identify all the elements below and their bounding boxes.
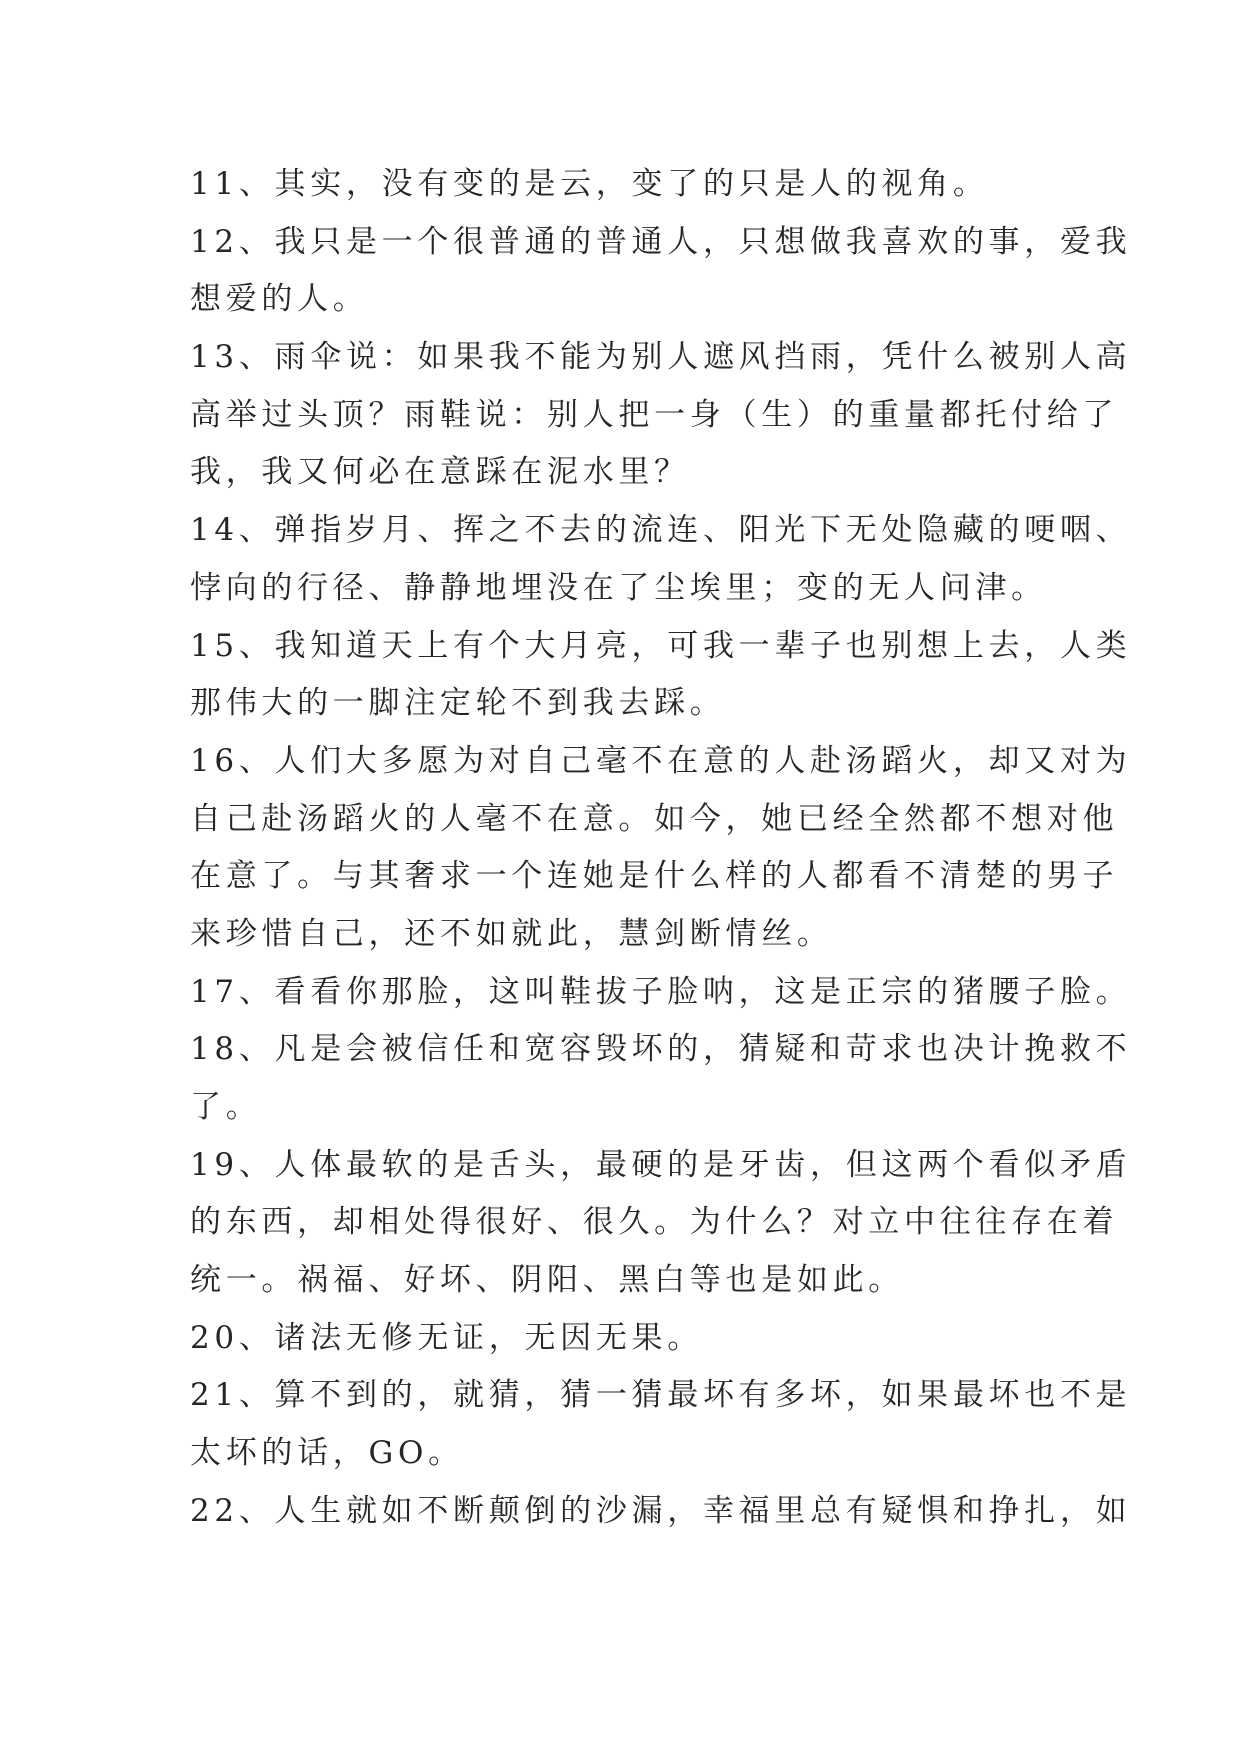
text-line: 想爱的人。 xyxy=(190,281,369,318)
text-line: 22、人生就如不断颠倒的沙漏，幸福里总有疑惧和挣扎，如 xyxy=(190,1492,1132,1529)
text-line: 13、雨伞说：如果我不能为别人遮风挡雨，凭什么被别人高 xyxy=(190,339,1132,376)
text-line: 14、弹指岁月、挥之不去的流连、阳光下无处隐藏的哽咽、 xyxy=(190,512,1132,549)
text-line: 统一。祸福、好坏、阴阳、黑白等也是如此。 xyxy=(190,1262,904,1299)
text-line: 悖向的行径、静静地埋没在了尘埃里；变的无人问津。 xyxy=(190,569,1047,606)
text-line: 16、人们大多愿为对自己毫不在意的人赴汤蹈火，却又对为 xyxy=(190,742,1132,779)
text-line: 来珍惜自己，还不如就此，慧剑断情丝。 xyxy=(190,915,833,952)
text-line: 12、我只是一个很普通的普通人，只想做我喜欢的事，爱我 xyxy=(190,223,1132,260)
text-line: 18、凡是会被信任和宽容毁坏的，猜疑和苛求也决计挽救不 xyxy=(190,1031,1132,1068)
text-line: 21、算不到的，就猜，猜一猜最坏有多坏，如果最坏也不是 xyxy=(190,1377,1132,1414)
text-line: 高举过头顶？雨鞋说：别人把一身（生）的重量都托付给了 xyxy=(190,396,1119,433)
text-line: 太坏的话，GO。 xyxy=(190,1435,464,1472)
text-line: 自己赴汤蹈火的人毫不在意。如今，她已经全然都不想对他 xyxy=(190,800,1119,837)
text-line: 11、其实，没有变的是云，变了的只是人的视角。 xyxy=(190,166,989,202)
document-body xyxy=(190,156,1132,1541)
text-line: 20、诸法无修无证，无因无果。 xyxy=(190,1319,703,1356)
text-line: 的东西，却相处得很好、很久。为什么？对立中往往存在着 xyxy=(190,1204,1119,1241)
text-line: 我，我又何必在意踩在泥水里？ xyxy=(190,454,690,491)
text-line: 那伟大的一脚注定轮不到我去踩。 xyxy=(190,685,726,722)
text-line: 17、看看你那脸，这叫鞋拔子脸呐，这是正宗的猪腰子脸。 xyxy=(190,973,1132,1010)
text-line: 在意了。与其奢求一个连她是什么样的人都看不清楚的男子 xyxy=(190,858,1119,895)
text-line: 15、我知道天上有个大月亮，可我一辈子也别想上去，人类 xyxy=(190,627,1132,664)
text-line: 19、人体最软的是舌头，最硬的是牙齿，但这两个看似矛盾 xyxy=(190,1146,1132,1183)
text-line: 了。 xyxy=(190,1089,262,1125)
